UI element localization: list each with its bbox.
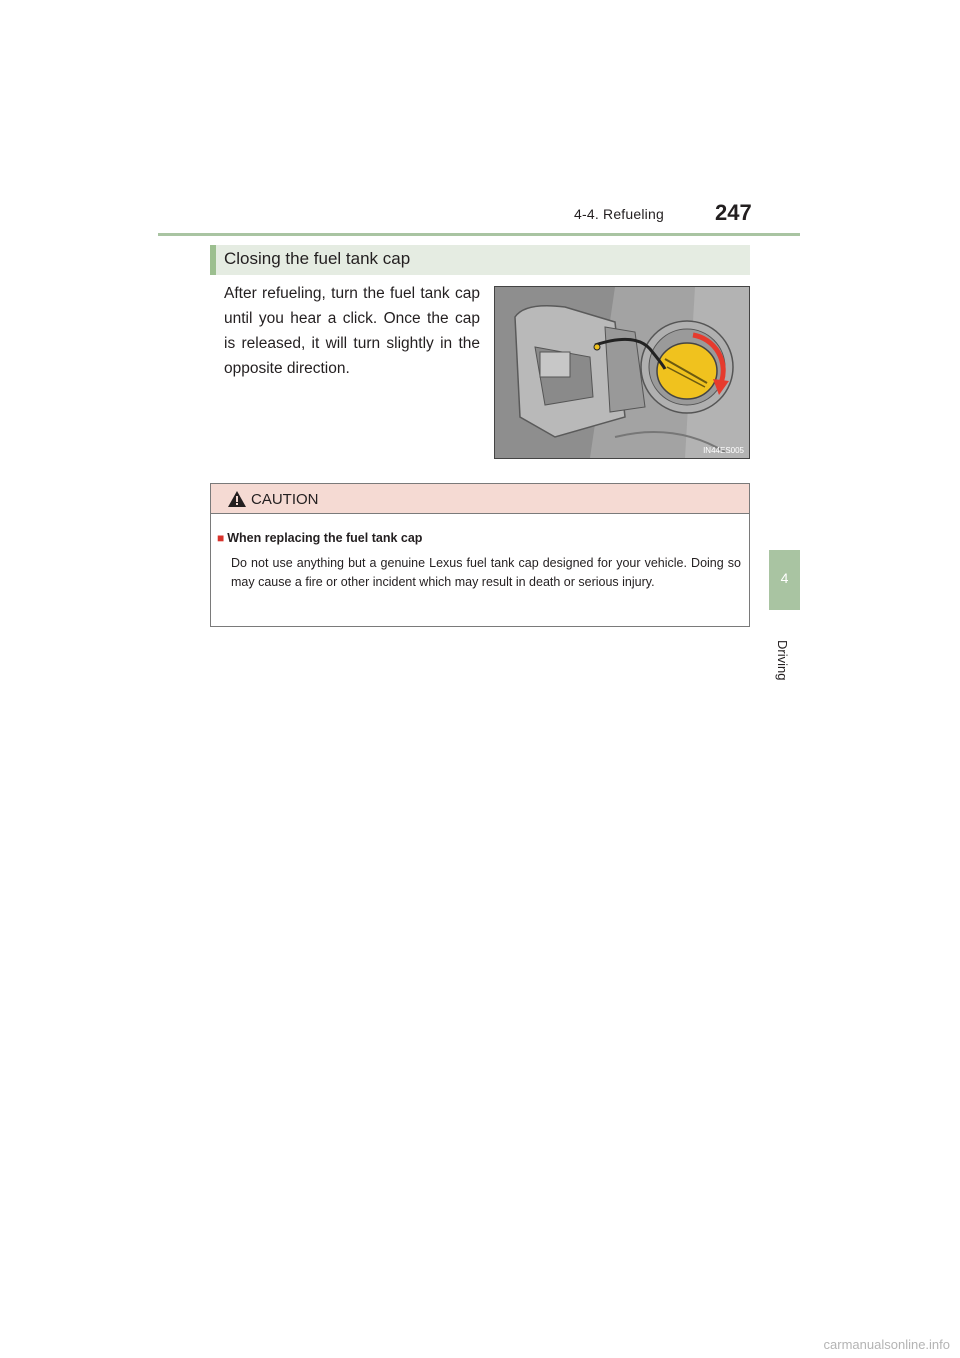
figure-code: IN44ES005 <box>703 446 744 455</box>
instruction-text: After refueling, turn the fuel tank cap until you hear a click. Once the cap is released, it will turn slightly in the opposite direction. <box>224 285 480 377</box>
header-divider <box>158 233 800 236</box>
caution-header <box>211 484 749 514</box>
watermark: carmanualsonline.info <box>823 1337 950 1352</box>
fuel-cap-illustration <box>494 286 750 459</box>
chapter-label: Driving <box>775 640 790 681</box>
caution-subheading <box>217 531 422 545</box>
page-number: 247 <box>715 200 752 225</box>
section-title: 4-4. Refueling <box>574 206 664 222</box>
warning-icon <box>228 491 246 507</box>
caution-text: Do not use anything but a genuine Lexus fuel tank cap designed for your vehicle. Doing so may cause a fire or other incident which may result in death or serious injury. <box>231 556 741 589</box>
chapter-number: 4 <box>780 570 789 586</box>
section-heading: Closing the fuel tank cap <box>224 249 411 268</box>
fuel-door-drawing <box>495 287 749 458</box>
caution-subheading-text: When replacing the fuel tank cap <box>227 531 423 545</box>
bullet-square-icon: ■ <box>217 531 225 545</box>
section-heading-bar <box>210 245 750 275</box>
caution-box <box>210 483 750 627</box>
caution-title: CAUTION <box>251 491 319 508</box>
